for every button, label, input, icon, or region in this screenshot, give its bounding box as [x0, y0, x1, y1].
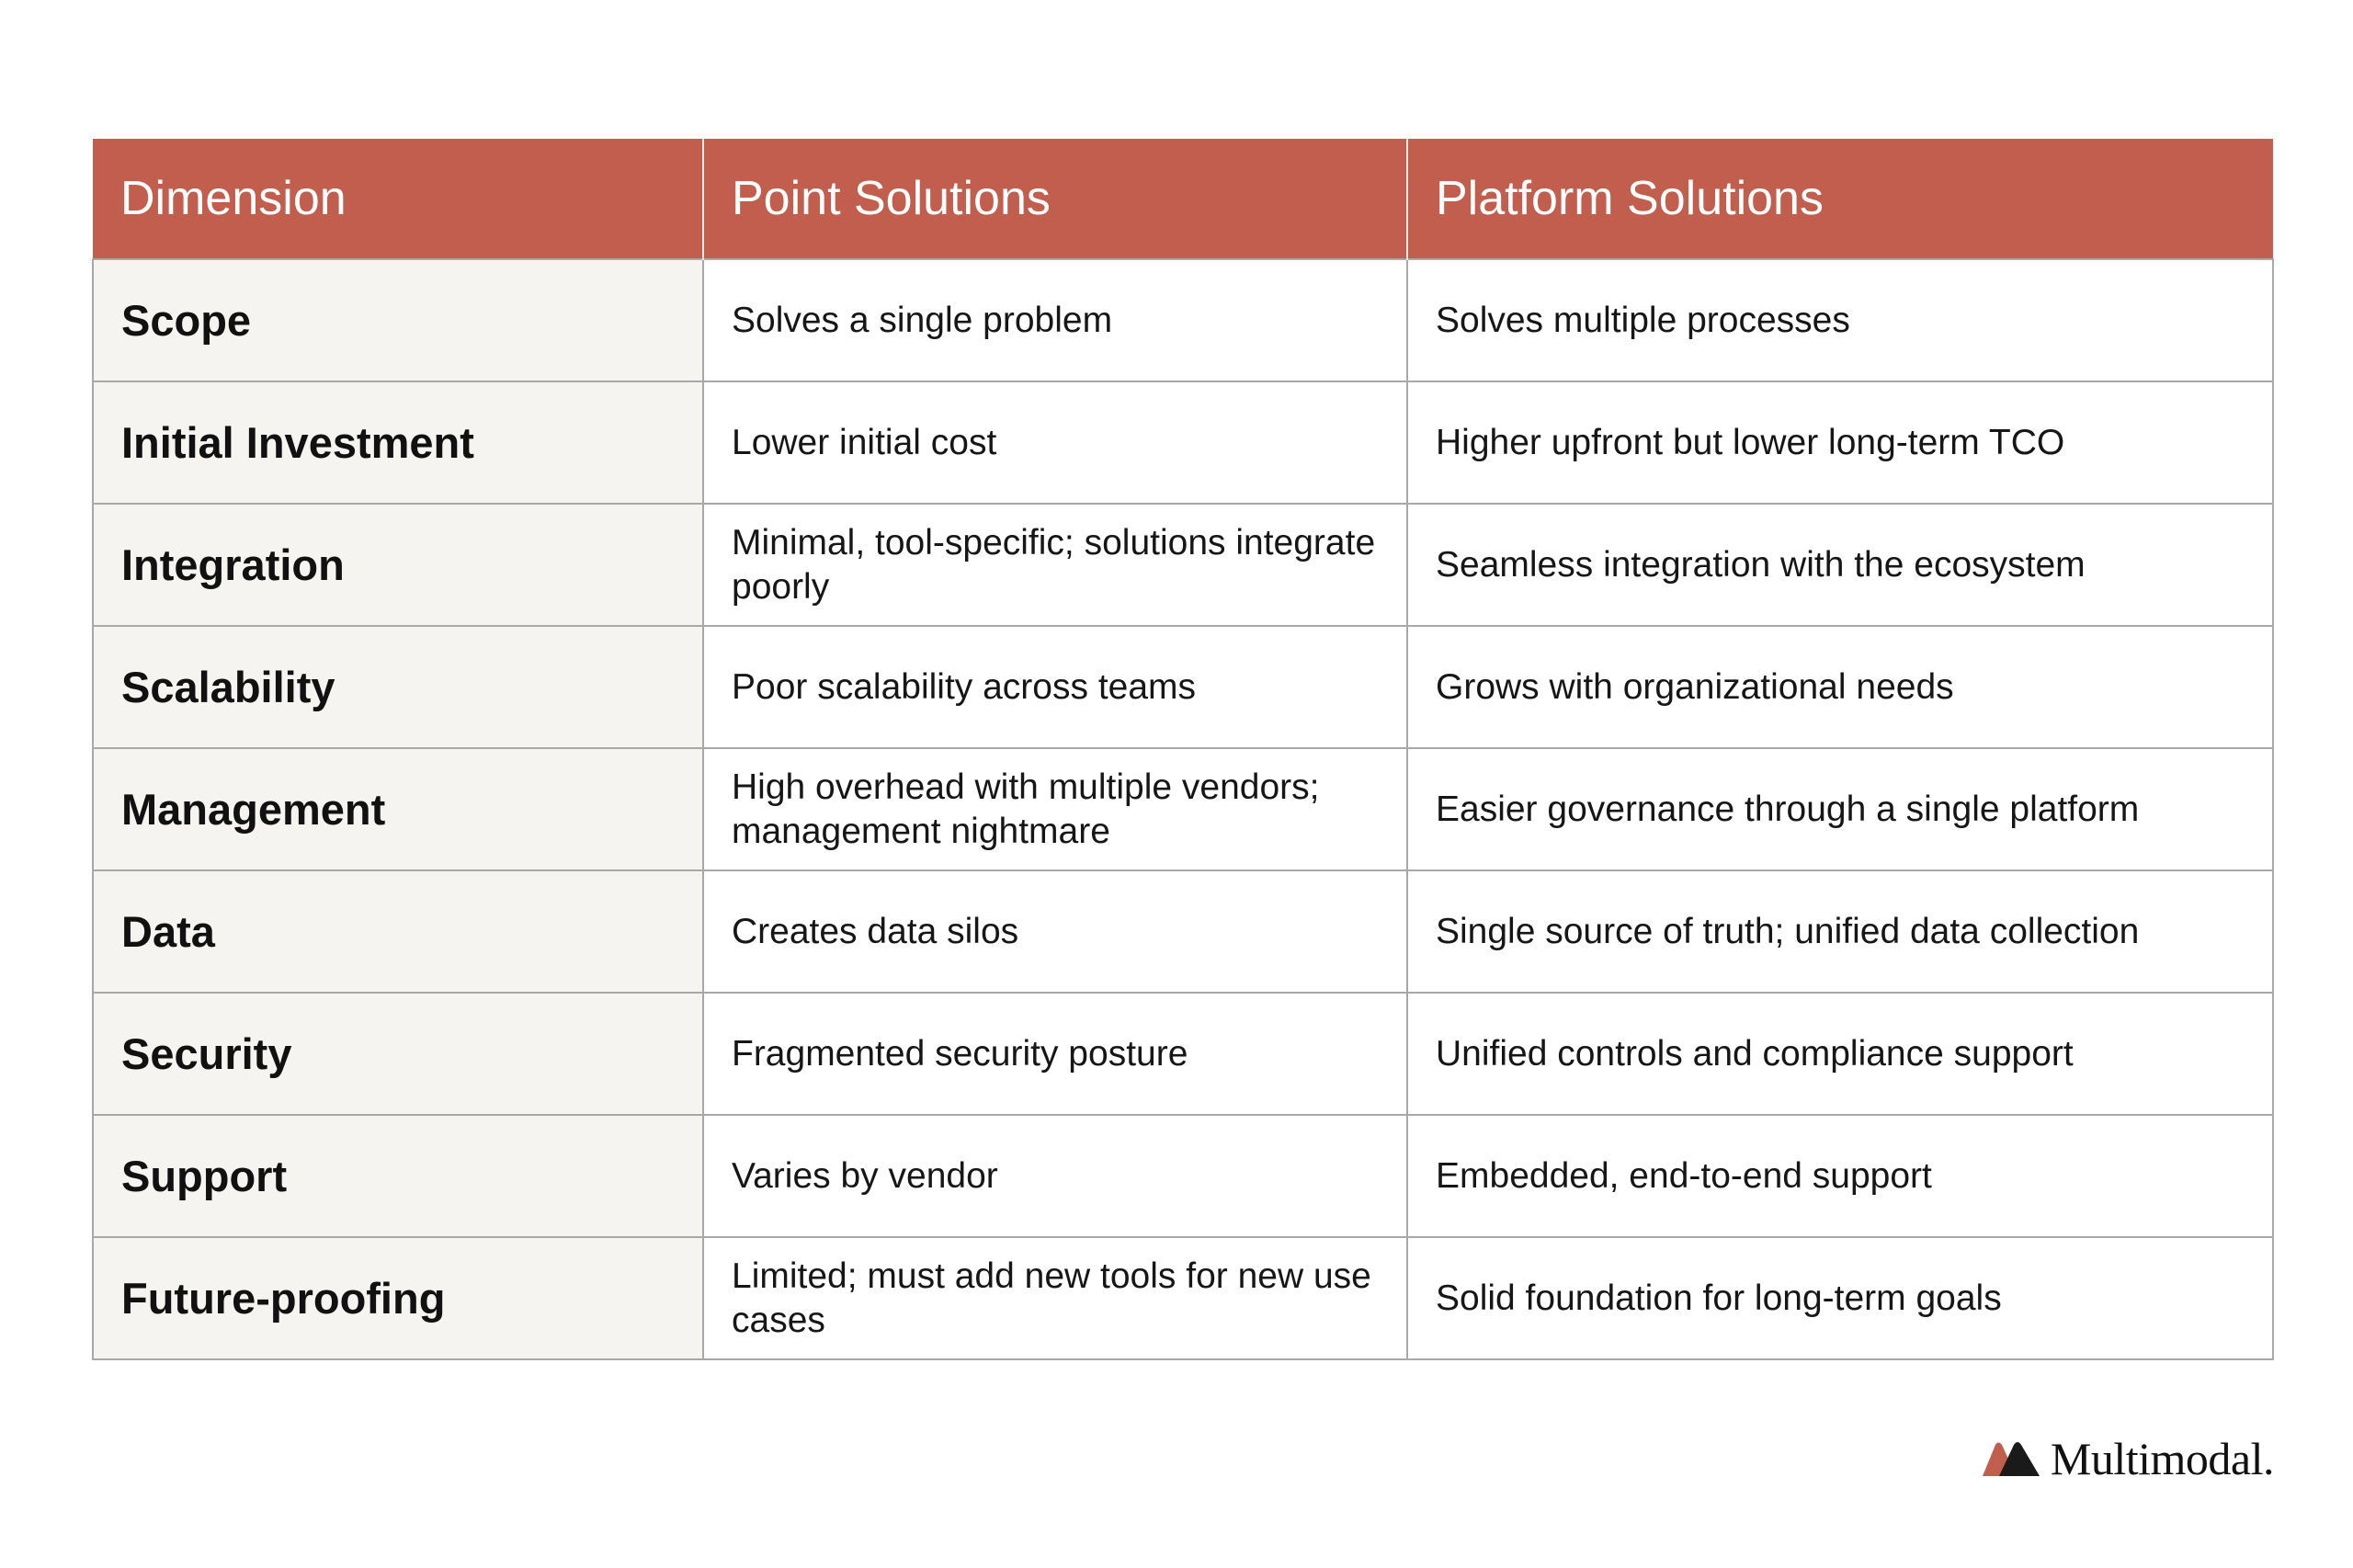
table-row: [93, 504, 2273, 626]
point-solution-cell: Minimal, tool-specific; solutions integrate poorly: [703, 504, 1407, 626]
dimension-cell: Scope: [93, 259, 703, 381]
brand-mark: [1981, 1432, 2274, 1485]
table-row: [93, 1115, 2273, 1237]
header-dimension: Dimension: [93, 139, 703, 259]
point-solution-cell: Solves a single problem: [703, 259, 1407, 381]
header-platform-solutions: Platform Solutions: [1407, 139, 2273, 259]
table-header-row: [93, 139, 2273, 259]
platform-solution-cell: Solid foundation for long-term goals: [1407, 1237, 2273, 1359]
comparison-table-container: [92, 139, 2272, 1360]
table-row: [93, 259, 2273, 381]
dimension-cell: Initial Investment: [93, 381, 703, 504]
dimension-cell: Future-proofing: [93, 1237, 703, 1359]
dimension-cell: Security: [93, 993, 703, 1115]
platform-solution-cell: Grows with organizational needs: [1407, 626, 2273, 748]
platform-solution-cell: Solves multiple processes: [1407, 259, 2273, 381]
dimension-cell: Integration: [93, 504, 703, 626]
table-row: [93, 381, 2273, 504]
dimension-cell: Scalability: [93, 626, 703, 748]
point-solution-cell: Poor scalability across teams: [703, 626, 1407, 748]
table-row: [93, 993, 2273, 1115]
point-solution-cell: Lower initial cost: [703, 381, 1407, 504]
multimodal-logo-icon: [1981, 1439, 2041, 1478]
point-solution-cell: High overhead with multiple vendors; management nightmare: [703, 748, 1407, 870]
point-solution-cell: Fragmented security posture: [703, 993, 1407, 1115]
platform-solution-cell: Seamless integration with the ecosystem: [1407, 504, 2273, 626]
comparison-table: [92, 139, 2274, 1360]
platform-solution-cell: Higher upfront but lower long-term TCO: [1407, 381, 2273, 504]
dimension-cell: Support: [93, 1115, 703, 1237]
dimension-cell: Data: [93, 870, 703, 993]
brand-name: Multimodal.: [2050, 1433, 2274, 1484]
point-solution-cell: Limited; must add new tools for new use cases: [703, 1237, 1407, 1359]
platform-solution-cell: Embedded, end-to-end support: [1407, 1115, 2273, 1237]
table-row: [93, 870, 2273, 993]
point-solution-cell: Creates data silos: [703, 870, 1407, 993]
header-point-solutions: Point Solutions: [703, 139, 1407, 259]
platform-solution-cell: Single source of truth; unified data collection: [1407, 870, 2273, 993]
dimension-cell: Management: [93, 748, 703, 870]
table-row: [93, 1237, 2273, 1359]
point-solution-cell: Varies by vendor: [703, 1115, 1407, 1237]
table-row: [93, 748, 2273, 870]
platform-solution-cell: Unified controls and compliance support: [1407, 993, 2273, 1115]
platform-solution-cell: Easier governance through a single platform: [1407, 748, 2273, 870]
table-row: [93, 626, 2273, 748]
